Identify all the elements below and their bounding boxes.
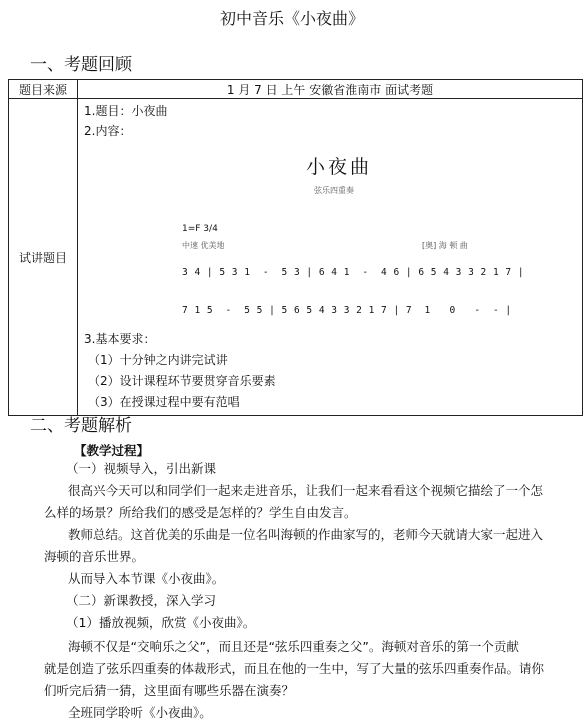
- topic-item-title: 1.题目：小夜曲: [84, 104, 168, 118]
- paragraph-line: 很高兴今天可以和同学们一起来走进音乐，让我们一起来看看这个视频它描绘了一个怎: [68, 483, 544, 498]
- paragraph-line: 们听完后猜一猜，这里面有哪些乐器在演奏？: [44, 683, 295, 698]
- topic-label: 试讲题目: [9, 99, 78, 416]
- requirement-item: （2）设计课程环节要贯穿音乐要素: [88, 374, 276, 388]
- section-heading-review: 一、考题回顾: [30, 55, 132, 75]
- step1-title: （一）视频导入，引出新课: [66, 461, 217, 476]
- paragraph-line: 海顿的音乐世界。: [44, 549, 145, 564]
- paragraph-line: 么样的场景？所给我们的感受是怎样的？学生自由发言。: [44, 505, 357, 520]
- paragraph-line: 就是创造了弦乐四重奏的体裁形式，而且在他的一生中，写了大量的弦乐四重奏作品。请你: [44, 661, 545, 676]
- music-score-image: [84, 143, 576, 329]
- paragraph-line: 从而导入本节课《小夜曲》。: [68, 571, 225, 586]
- source-value: 1 月 7 日 上午 安徽省淮南市 面试考题: [78, 80, 583, 99]
- table-row-topic: [9, 99, 583, 416]
- paragraph-line: 海顿不仅是“交响乐之父”，而且还是“弦乐四重奏之父”。海顿对音乐的第一个贡献: [68, 639, 519, 654]
- score-title: 小夜曲: [306, 156, 373, 178]
- requirement-item: （3）在授课过程中要有范唱: [88, 395, 240, 409]
- section-heading-analysis: 二、考题解析: [30, 416, 132, 436]
- source-label: 题目来源: [9, 80, 78, 99]
- paragraph-line: 全班同学聆听《小夜曲》。: [68, 705, 212, 720]
- score-line-2: 7 1 5 - 5 5 | 5 6 5 4 3 3 2 1 7 | 7 1 0 - - |: [182, 305, 512, 316]
- score-line-1: 3 4 | 5 3 1 - 5 3 | 6 4 1 - 4 6 | 6 5 4 3 3 2 1 7 |: [182, 267, 525, 278]
- document-title: 初中音乐《小夜曲》: [219, 9, 364, 28]
- score-subtitle: 弦乐四重奏: [314, 186, 354, 195]
- teaching-process-heading: 【教学过程】: [74, 443, 150, 458]
- exam-table: [8, 79, 583, 416]
- topic-item-requirements: 3.基本要求：: [84, 332, 156, 346]
- step2-subtitle: （1）播放视频，欣赏《小夜曲》。: [66, 615, 256, 630]
- table-row-source: [9, 80, 583, 99]
- topic-content-cell: [78, 99, 583, 416]
- requirement-item: （1）十分钟之内讲完试讲: [88, 353, 228, 367]
- topic-item-content: 2.内容：: [84, 124, 132, 138]
- score-tempo: 中速 优美地: [182, 241, 225, 250]
- score-composer: [奥] 海 顿 曲: [422, 241, 468, 250]
- step2-title: （二）新课教授，深入学习: [66, 593, 217, 608]
- score-key-signature: 1=F 3/4: [182, 224, 218, 234]
- paragraph-line: 教师总结。这首优美的乐曲是一位名叫海顿的作曲家写的，老师今天就请大家一起进入: [68, 527, 544, 542]
